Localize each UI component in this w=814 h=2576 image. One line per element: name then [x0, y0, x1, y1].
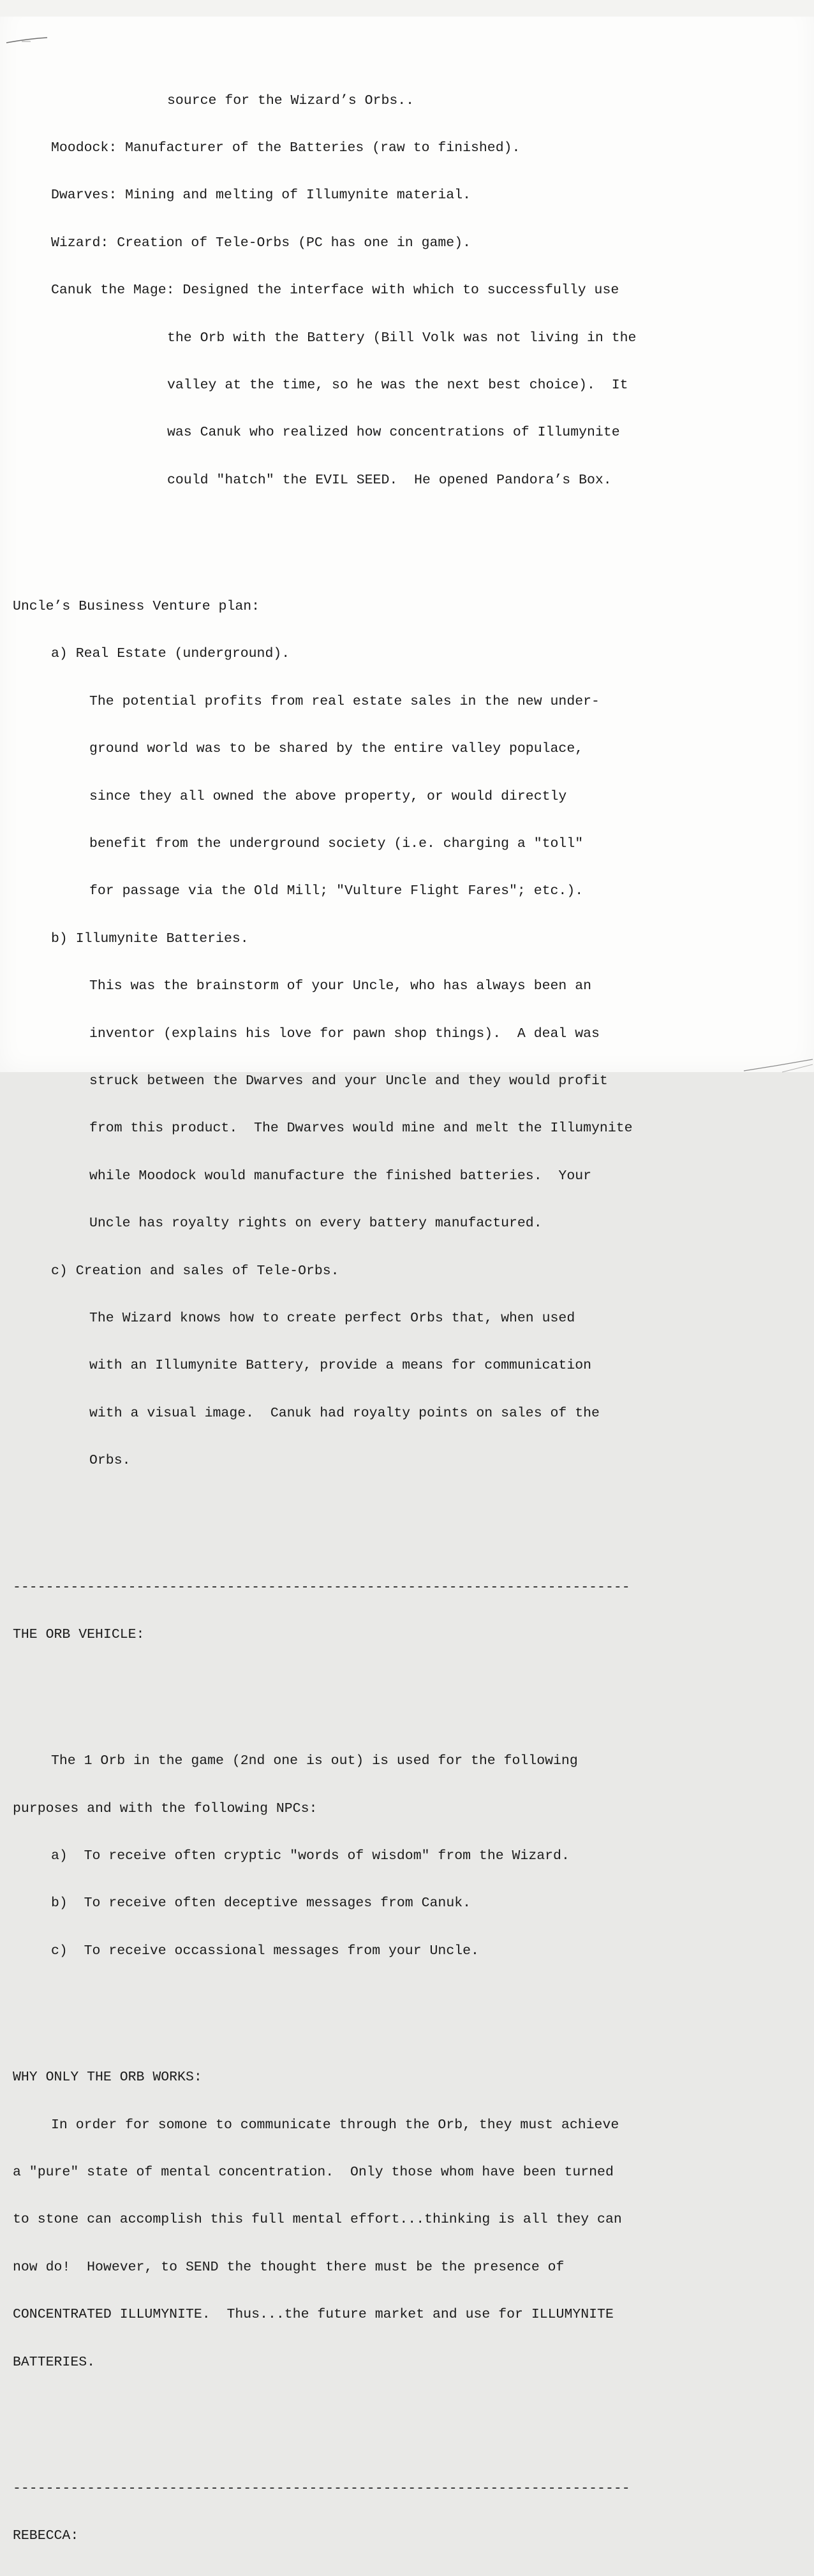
venture-a-line: for passage via the Old Mill; "Vulture Flight Fares"; etc.).: [89, 883, 584, 899]
list-item-text: To receive often cryptic "words of wisdom" from the Wizard.: [84, 1848, 570, 1864]
source-intro-line: source for the Wizard’s Orbs..: [167, 92, 415, 108]
venture-a-line: benefit from the underground society (i.e. charging a "toll": [89, 836, 584, 852]
list-item-text: To receive often deceptive messages from Canuk.: [84, 1895, 471, 1911]
orb-vehicle-item: [13, 1895, 778, 1911]
canuk-line-2: the Orb with the Battery (Bill Volk was not living in the: [167, 330, 637, 346]
why-orb-line: CONCENTRATED ILLUMYNITE. Thus...the future market and use for ILLUMYNITE: [13, 2307, 614, 2323]
role-dwarves: Dwarves: Mining and melting of Illumynite material.: [51, 188, 471, 203]
list-marker: a): [51, 1848, 68, 1864]
orb-vehicle-intro-1: The 1 Orb in the game (2nd one is out) is used for the following: [51, 1753, 578, 1769]
venture-b-line: Uncle has royalty rights on every battery manufactured.: [89, 1216, 542, 1232]
venture-b-line: while Moodock would manufacture the finished batteries. Your: [89, 1168, 592, 1184]
venture-a-line: since they all owned the above property, or would directly: [89, 788, 567, 804]
venture-c-line: Orbs.: [89, 1453, 131, 1469]
why-orb-line: to stone can accomplish this full mental effort...thinking is all they can: [13, 2212, 622, 2228]
venture-a-title: a) Real Estate (underground).: [51, 646, 290, 662]
scan-top-edge: [0, 0, 814, 17]
venture-a-line: ground world was to be shared by the entire valley populace,: [89, 741, 584, 757]
canuk-line-3: valley at the time, so he was the next best choice). It: [167, 377, 628, 393]
venture-b-line: from this product. The Dwarves would mine and melt the Illumynite: [89, 1121, 633, 1137]
venture-c-line: with a visual image. Canuk had royalty points on sales of the: [89, 1405, 600, 1421]
venture-b-line: This was the brainstorm of your Uncle, who has always been an: [89, 978, 592, 994]
canuk-line-4: was Canuk who realized how concentrations of Illumynite: [167, 425, 620, 441]
list-marker: c): [51, 1943, 68, 1959]
why-orb-line: BATTERIES.: [13, 2354, 96, 2370]
venture-heading: Uncle’s Business Venture plan:: [13, 599, 260, 615]
spacer: [13, 2418, 778, 2434]
spacer: [13, 536, 778, 552]
orb-vehicle-item: [13, 1848, 778, 1864]
list-marker: b): [51, 1895, 68, 1911]
why-orb-line: In order for somone to communicate through the Orb, they must achieve: [51, 2117, 619, 2133]
canuk-line-5: could "hatch" the EVIL SEED. He opened Pandora’s Box.: [167, 472, 612, 488]
rebecca-heading: REBECCA:: [13, 2528, 79, 2544]
venture-b-title: b) Illumynite Batteries.: [51, 931, 249, 946]
venture-b-line: inventor (explains his love for pawn shop things). A deal was: [89, 1026, 600, 1041]
document-body: [13, 61, 778, 2576]
scan-mark-left: [5, 36, 50, 46]
orb-vehicle-item: [13, 1943, 778, 1959]
venture-a-line: The potential profits from real estate sales in the new under-: [89, 693, 600, 709]
role-wizard: Wizard: Creation of Tele-Orbs (PC has one in game).: [51, 235, 471, 251]
list-item-text: To receive occassional messages from your Uncle.: [84, 1943, 479, 1959]
venture-c-title: c) Creation and sales of Tele-Orbs.: [51, 1263, 339, 1279]
venture-b-line: struck between the Dwarves and your Uncle and they would profit: [89, 1073, 608, 1089]
orb-vehicle-heading: THE ORB VEHICLE:: [13, 1626, 145, 1642]
why-orb-line: a "pure" state of mental concentration. Only those whom have been turned: [13, 2164, 614, 2180]
venture-c-line: with an Illumynite Battery, provide a means for communication: [89, 1358, 592, 1374]
orb-vehicle-intro-2: purposes and with the following NPCs:: [13, 1800, 318, 1816]
section-divider: ---------------------------------------------------------------------------: [13, 1579, 630, 1595]
spacer: [13, 1516, 778, 1532]
venture-c-line: The Wizard knows how to create perfect Orbs that, when used: [89, 1310, 575, 1326]
spacer: [13, 1690, 778, 1706]
why-orb-heading: WHY ONLY THE ORB WORKS:: [13, 2070, 202, 2086]
role-moodock: Moodock: Manufacturer of the Batteries (raw to finished).: [51, 140, 521, 156]
why-orb-line: now do! However, to SEND the thought there must be the presence of: [13, 2259, 565, 2275]
spacer: [13, 2006, 778, 2022]
canuk-line-1: Canuk the Mage: Designed the interface with which to successfully use: [51, 283, 619, 298]
section-divider: ---------------------------------------------------------------------------: [13, 2480, 630, 2496]
